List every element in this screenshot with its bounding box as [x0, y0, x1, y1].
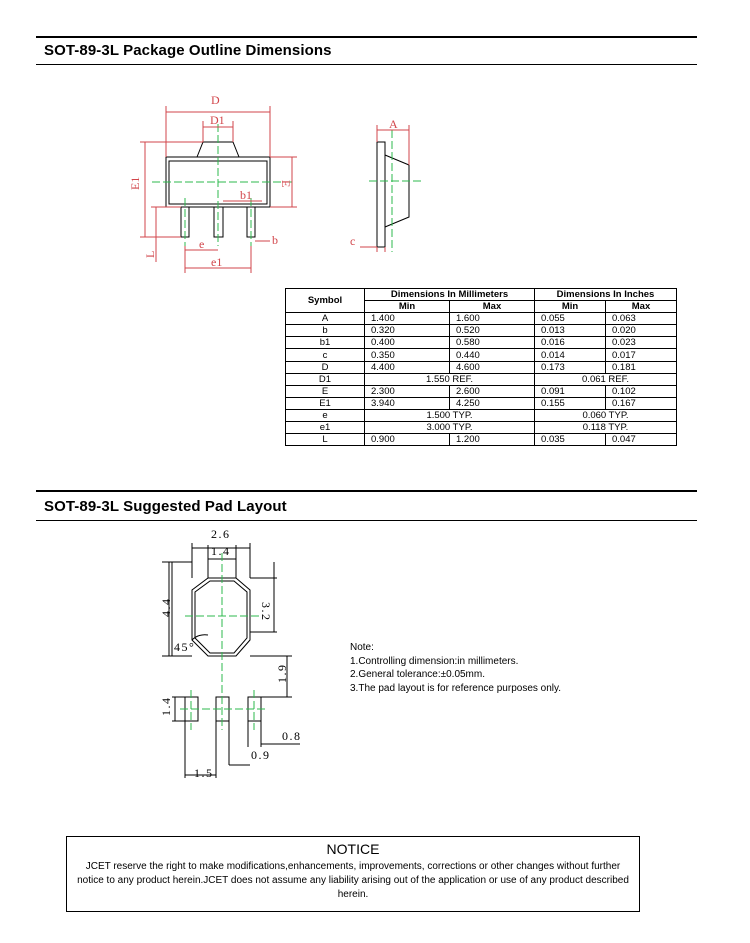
cell-mm-max: 1.600 [450, 313, 535, 325]
note-title: Note: [350, 642, 374, 653]
cell-in-max: 0.102 [605, 385, 676, 397]
pad-label-3-2: 3.2 [259, 602, 273, 622]
table-row [286, 397, 677, 409]
cell-symbol: E [286, 385, 365, 397]
cell-symbol: A [286, 313, 365, 325]
mm-max-header: Max [450, 301, 535, 313]
cell-symbol: c [286, 349, 365, 361]
pad-label-0-8: 0.8 [282, 729, 302, 743]
cell-mm-max: 1.200 [450, 434, 535, 446]
cell-mm-span: 1.550 REF. [365, 373, 535, 385]
pad-label-1-5: 1.5 [194, 766, 214, 780]
cell-symbol: D1 [286, 373, 365, 385]
label-E1: E1 [128, 176, 142, 190]
cell-symbol: e [286, 409, 365, 421]
label-b1: b1 [240, 188, 252, 202]
centre-lines [152, 124, 423, 252]
cell-mm-min: 1.400 [365, 313, 450, 325]
cell-in-max: 0.167 [605, 397, 676, 409]
label-L: L [143, 250, 157, 258]
cell-in-min: 0.016 [535, 337, 606, 349]
label-D1: D1 [210, 113, 225, 127]
cell-in-max: 0.020 [605, 325, 676, 337]
lead-middle [214, 207, 223, 237]
side-view-lead [377, 142, 385, 247]
outline-section-title: SOT-89-3L Package Outline Dimensions [44, 42, 332, 59]
table-row [286, 361, 677, 373]
mm-header: Dimensions In Millimeters [365, 289, 535, 301]
label-e1: e1 [211, 255, 223, 269]
note-item: 2.General tolerance:±0.05mm. [350, 669, 485, 680]
table-row [286, 422, 677, 434]
cell-mm-max: 4.250 [450, 397, 535, 409]
table-row [286, 313, 677, 325]
table-row [286, 373, 677, 385]
pad-label-1-4-side: 1.4 [159, 696, 173, 716]
note-item: 1.Controlling dimension:in millimeters. [350, 655, 519, 667]
label-D: D [211, 93, 220, 107]
cell-mm-span: 3.000 TYP. [365, 422, 535, 434]
cell-mm-min: 0.900 [365, 434, 450, 446]
symbol-header: Symbol [286, 289, 365, 313]
notes-block [350, 641, 561, 695]
cell-symbol: e1 [286, 422, 365, 434]
cell-mm-min: 0.400 [365, 337, 450, 349]
cell-in-max: 0.023 [605, 337, 676, 349]
pad-label-45: 45° [174, 640, 196, 654]
label-e: e [199, 237, 205, 251]
table-row [286, 349, 677, 361]
pad-label-4-4: 4.4 [159, 597, 173, 617]
dimension-lines [140, 106, 409, 273]
cell-mm-min: 3.940 [365, 397, 450, 409]
cell-in-min: 0.155 [535, 397, 606, 409]
mm-min-header: Min [365, 301, 450, 313]
cell-mm-max: 0.520 [450, 325, 535, 337]
cell-symbol: L [286, 434, 365, 446]
pad-label-2-6: 2.6 [211, 527, 231, 541]
label-E: E [279, 180, 293, 188]
cell-in-max: 0.017 [605, 349, 676, 361]
cell-in-max: 0.181 [605, 361, 676, 373]
cell-in-max: 0.063 [605, 313, 676, 325]
dimensions-table [285, 288, 677, 446]
cell-mm-min: 0.350 [365, 349, 450, 361]
in-min-header: Min [535, 301, 606, 313]
cell-in-min: 0.173 [535, 361, 606, 373]
cell-symbol: b1 [286, 337, 365, 349]
large-pad-inner [195, 581, 247, 653]
notice-text: JCET reserve the right to make modifications,enhancements, improvements, corrections or other changes without further notice to any product herein.JCET does not assume any liability arising out of the application or use of any product described herein. [77, 861, 629, 900]
cell-in-span: 0.118 TYP. [535, 422, 677, 434]
cell-in-min: 0.013 [535, 325, 606, 337]
table-row [286, 434, 677, 446]
label-c: c [350, 234, 356, 248]
pad-label-1-9: 1.9 [275, 663, 289, 683]
table-row [286, 337, 677, 349]
pad-label-1-4-top: 1.4 [211, 544, 231, 558]
label-b: b [272, 233, 278, 247]
package-outline-drawing [0, 0, 750, 290]
cell-symbol: b [286, 325, 365, 337]
cell-in-span: 0.060 TYP. [535, 409, 677, 421]
cell-in-min: 0.014 [535, 349, 606, 361]
cell-in-min: 0.055 [535, 313, 606, 325]
inch-header: Dimensions In Inches [535, 289, 677, 301]
label-A: A [389, 117, 398, 131]
cell-mm-min: 2.300 [365, 385, 450, 397]
cell-symbol: E1 [286, 397, 365, 409]
in-max-header: Max [605, 301, 676, 313]
cell-mm-max: 2.600 [450, 385, 535, 397]
cell-mm-span: 1.500 TYP. [365, 409, 535, 421]
note-item: 3.The pad layout is for reference purposes only. [350, 682, 562, 694]
pad-section-rule [36, 490, 697, 492]
cell-symbol: D [286, 361, 365, 373]
table-row [286, 409, 677, 421]
cell-mm-min: 4.400 [365, 361, 450, 373]
table-row [286, 385, 677, 397]
notice-title: NOTICE [326, 841, 380, 857]
cell-mm-max: 4.600 [450, 361, 535, 373]
cell-mm-max: 0.440 [450, 349, 535, 361]
cell-in-min: 0.091 [535, 385, 606, 397]
notice-box [66, 836, 640, 912]
pad-title-underline [36, 520, 697, 521]
table-row [286, 325, 677, 337]
pad-layout-drawing [0, 525, 340, 785]
cell-in-max: 0.047 [605, 434, 676, 446]
side-view-body [385, 155, 409, 227]
cell-mm-min: 0.320 [365, 325, 450, 337]
cell-in-min: 0.035 [535, 434, 606, 446]
pad-section-title: SOT-89-3L Suggested Pad Layout [44, 498, 287, 515]
pad-label-0-9: 0.9 [251, 748, 271, 762]
cell-mm-max: 0.580 [450, 337, 535, 349]
cell-in-span: 0.061 REF. [535, 373, 677, 385]
